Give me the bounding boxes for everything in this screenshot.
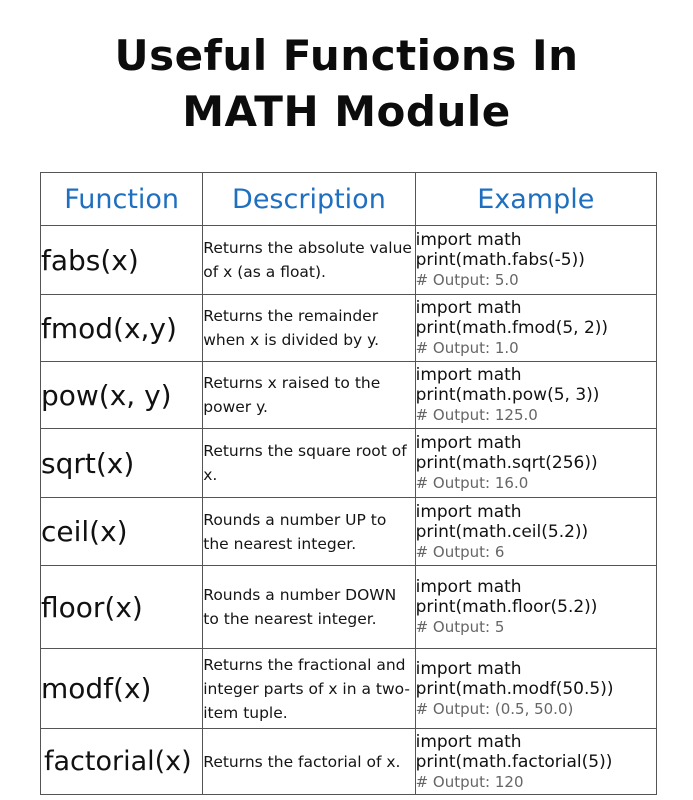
function-description: Returns x raised to the power y. xyxy=(203,362,415,429)
example-code: print(math.modf(50.5)) xyxy=(415,678,614,699)
function-description: Returns the absolute value of x (as a float). xyxy=(203,226,415,295)
example-code: print(math.pow(5, 3)) xyxy=(415,385,600,405)
example-output: # Output: 5 xyxy=(415,618,505,636)
table-row xyxy=(41,729,657,795)
example-import: import math xyxy=(415,577,522,597)
function-example xyxy=(415,362,656,429)
table-row xyxy=(41,429,657,498)
example-import: import math xyxy=(415,433,522,453)
example-code: print(math.ceil(5.2)) xyxy=(415,521,589,542)
function-description: Returns the remainder when x is divided by y. xyxy=(203,295,415,362)
table-row xyxy=(41,362,657,429)
function-name: sqrt(x) xyxy=(41,429,203,498)
table-row xyxy=(41,295,657,362)
example-output: # Output: 125.0 xyxy=(415,406,538,424)
example-import: import math xyxy=(415,658,522,679)
function-name: ceil(x) xyxy=(41,498,203,566)
function-example xyxy=(415,566,656,649)
example-import: import math xyxy=(415,298,522,318)
example-code: print(math.sqrt(256)) xyxy=(415,453,598,473)
table-row xyxy=(41,498,657,566)
example-output: # Output: 16.0 xyxy=(415,474,529,492)
function-example xyxy=(415,729,656,795)
header-example: Example xyxy=(415,173,656,226)
example-code: print(math.fmod(5, 2)) xyxy=(415,318,609,338)
example-output: # Output: 5.0 xyxy=(415,271,519,289)
example-output: # Output: 120 xyxy=(415,772,524,791)
function-example xyxy=(415,295,656,362)
example-code: print(math.floor(5.2)) xyxy=(415,597,598,617)
function-description: Rounds a number UP to the nearest integer. xyxy=(203,498,415,566)
function-example xyxy=(415,649,656,729)
table-header-row xyxy=(41,173,657,226)
function-description: Returns the square root of x. xyxy=(203,429,415,498)
example-output: # Output: 6 xyxy=(415,542,505,561)
function-name: factorial(x) xyxy=(41,729,203,795)
table-row xyxy=(41,566,657,649)
example-import: import math xyxy=(415,731,522,752)
function-description: Returns the factorial of x. xyxy=(203,729,415,795)
example-import: import math xyxy=(415,501,522,522)
function-example xyxy=(415,498,656,566)
example-output: # Output: 1.0 xyxy=(415,339,519,357)
example-import: import math xyxy=(415,230,522,250)
example-code: print(math.factorial(5)) xyxy=(415,751,613,772)
example-code: print(math.fabs(-5)) xyxy=(415,250,585,270)
function-example xyxy=(415,226,656,295)
title-line-2: MATH Module xyxy=(182,87,511,136)
example-import: import math xyxy=(415,365,522,385)
header-description: Description xyxy=(203,173,415,226)
function-description: Returns the fractional and integer parts of x in a two-item tuple. xyxy=(203,649,415,729)
function-name: fmod(x,y) xyxy=(41,295,203,362)
function-name: pow(x, y) xyxy=(41,362,203,429)
function-example xyxy=(415,429,656,498)
function-description: Rounds a number DOWN to the nearest integer. xyxy=(203,566,415,649)
function-name: fabs(x) xyxy=(41,226,203,295)
title-line-1: Useful Functions In xyxy=(114,31,579,80)
function-name: modf(x) xyxy=(41,649,203,729)
example-output: # Output: (0.5, 50.0) xyxy=(415,699,574,718)
function-name: floor(x) xyxy=(41,566,203,649)
header-function: Function xyxy=(41,173,203,226)
page-title xyxy=(0,28,693,140)
table-row xyxy=(41,226,657,295)
functions-table xyxy=(40,172,657,795)
table-row xyxy=(41,649,657,729)
